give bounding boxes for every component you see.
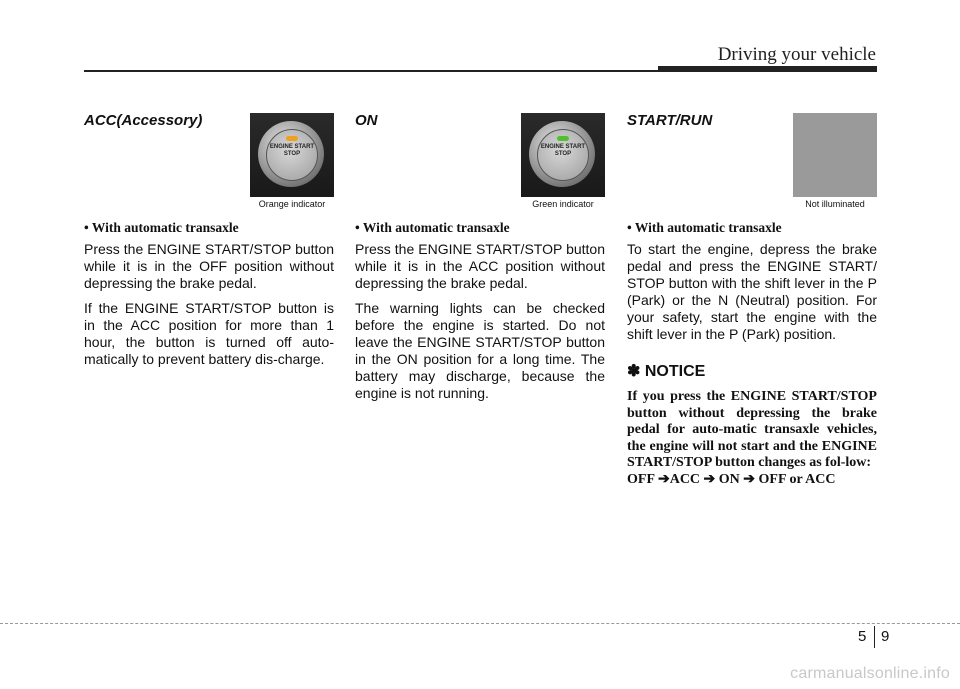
engine-button-photo	[250, 113, 334, 211]
image-caption: Not illuminated	[793, 197, 877, 211]
section-body	[84, 220, 334, 376]
button-label: ENGINE START STOP	[269, 144, 315, 157]
footer-rule	[0, 623, 960, 624]
engine-button-icon	[529, 121, 595, 187]
image-caption: Green indicator	[521, 197, 605, 211]
image-caption: Orange indicator	[250, 197, 334, 211]
engine-button-photo	[793, 113, 877, 211]
paragraph: The warning lights can be checked before the engine is started. Do not leave the ENGINE START/STOP button in the ON position for a long time. The battery may discharge, because the engine is not running.	[355, 300, 605, 401]
green-indicator-lamp	[557, 136, 569, 141]
watermark: carmanualsonline.info	[790, 665, 950, 682]
bullet-heading: • With automatic transaxle	[355, 220, 510, 235]
engine-button-photo	[521, 113, 605, 211]
page-number: 9	[881, 628, 890, 645]
section-title: START/RUN	[627, 112, 713, 129]
notice-text: If you press the ENGINE START/STOP button without depressing the brake pedal for auto-matic transaxle vehicles, the engine will not start and the ENGINE START/STOP button changes as fol-low:	[627, 389, 877, 470]
paragraph: To start the engine, depress the brake pedal and press the ENGINE START/ STOP button with the shift lever in the P (Park) or the N (Neutral) position. For your safety, start the engine with the shift lever in the P (Park) position.	[627, 241, 877, 342]
chapter-number: 5	[858, 628, 867, 645]
header-title: Driving your vehicle	[717, 44, 876, 65]
header-rule-accent	[658, 66, 877, 72]
paragraph: Press the ENGINE START/STOP button while it is in the OFF position without depressing the brake pedal.	[84, 241, 334, 291]
section-body	[627, 220, 877, 488]
page-number-divider	[874, 626, 875, 648]
section-body	[355, 220, 605, 410]
button-label: ENGINE START STOP	[540, 144, 586, 157]
section-title: ON	[355, 112, 378, 129]
section-title: ACC(Accessory)	[84, 112, 203, 129]
notice-title: ✽ NOTICE	[627, 363, 706, 380]
engine-button-icon	[258, 121, 324, 187]
bullet-heading: • With automatic transaxle	[627, 220, 782, 235]
paragraph: Press the ENGINE START/STOP button while it is in the ACC position without depressing the brake pedal.	[355, 241, 605, 291]
header-rule	[84, 70, 660, 72]
bullet-heading: • With automatic transaxle	[84, 220, 239, 235]
notice-sequence: OFF ➔ACC ➔ ON ➔ OFF or ACC	[627, 471, 836, 487]
orange-indicator-lamp	[286, 136, 298, 141]
paragraph: If the ENGINE START/STOP button is in the ACC position for more than 1 hour, the button is turned off auto-matically to prevent battery dis-charge.	[84, 300, 334, 367]
